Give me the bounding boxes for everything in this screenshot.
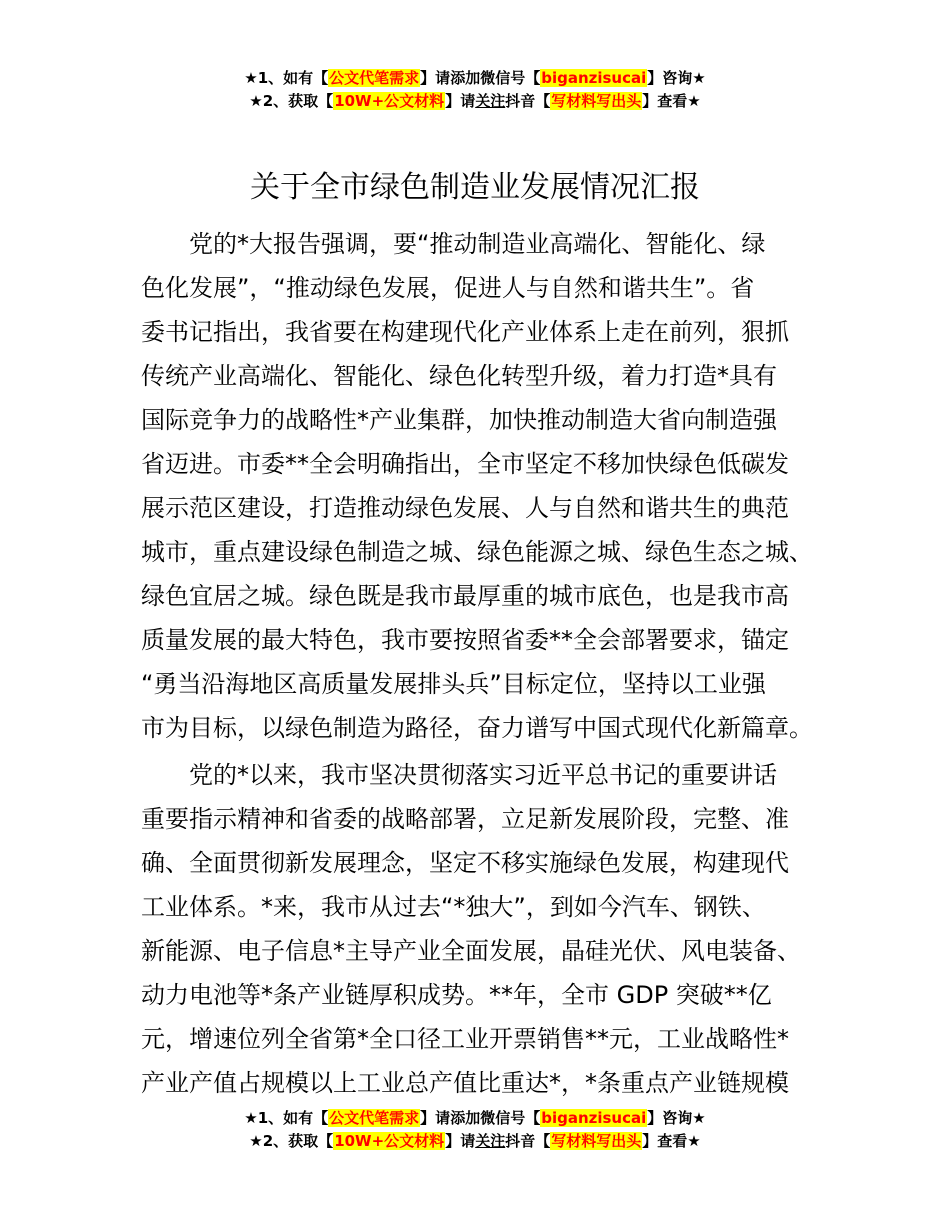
banner-line-2-prefix: ★2、获取【: [249, 1132, 334, 1150]
paragraph-line: 传统产业高端化、智能化、绿色化转型升级，着力打造*具有: [141, 362, 777, 390]
paragraph-line: 元，增速位列全省第*全口径工业开票销售**元，工业战略性*: [141, 1025, 789, 1053]
banner-line-1-bold-word: 添加: [450, 69, 481, 87]
paragraph-line: “勇当沿海地区高质量发展排头兵”目标定位，坚持以工业强: [141, 670, 766, 698]
banner-line-2-mid2: 抖音【: [505, 1132, 551, 1150]
banner-line-2-underlined-word: 关注: [475, 92, 506, 110]
paragraph-line: 产业产值占规模以上工业总产值比重达*，*条重点产业链规模: [141, 1069, 789, 1097]
banner-line-1-prefix: ★1、如有【: [244, 69, 329, 87]
paragraph-line: 城市，重点建设绿色制造之城、绿色能源之城、绿色生态之城、: [141, 538, 813, 566]
banner-highlight-ghostwriting: 公文代笔需求: [329, 69, 420, 87]
banner-line-2: [0, 1130, 950, 1153]
paragraph-line: 色化发展”，“推动绿色发展，促进人与自然和谐共生”。省: [141, 274, 755, 302]
banner-line-1-mid2: 微信号【: [480, 1109, 541, 1127]
banner-highlight-ghostwriting: 公文代笔需求: [329, 1109, 420, 1127]
document-title: 关于全市绿色制造业发展情况汇报: [250, 170, 700, 205]
banner-line-2-suffix: 】查看★: [642, 1132, 701, 1150]
banner-highlight-wechat-id: biganzisucai: [541, 69, 647, 87]
paragraph-line: 绿色宜居之城。绿色既是我市最厚重的城市底色，也是我市高: [141, 582, 789, 610]
paragraph-line: 质量发展的最大特色，我市要按照省委**全会部署要求，锚定: [141, 626, 789, 654]
banner-highlight-wechat-id: biganzisucai: [541, 1109, 647, 1127]
paragraph-line: 确、全面贯彻新发展理念，坚定不移实施绿色发展，构建现代: [141, 849, 789, 877]
banner-line-2: [0, 90, 950, 113]
paragraph-line: 国际竞争力的战略性*产业集群，加快推动制造大省向制造强: [141, 406, 777, 434]
banner-line-2-prefix: ★2、获取【: [249, 92, 334, 110]
banner-highlight-douyin-account: 写材料写出头: [551, 1132, 642, 1150]
banner-highlight-materials: 10W+公文材料: [334, 1132, 445, 1150]
paragraph-line: 委书记指出，我省要在构建现代化产业体系上走在前列，狠抓: [141, 318, 789, 346]
paragraph-line: 展示范区建设，打造推动绿色发展、人与自然和谐共生的典范: [141, 494, 789, 522]
banner-line-1-prefix: ★1、如有【: [244, 1109, 329, 1127]
paragraph-line: 工业体系。*来，我市从过去“*独大”，到如今汽车、钢铁、: [141, 893, 766, 921]
paragraph-line: 市为目标，以绿色制造为路径，奋力谱写中国式现代化新篇章。: [141, 714, 813, 742]
banner-line-1: [0, 1107, 950, 1130]
header-banner: [0, 67, 950, 113]
banner-line-2-mid1: 】请: [445, 1132, 476, 1150]
paragraph-line: 新能源、电子信息*主导产业全面发展，晶硅光伏、风电装备、: [141, 937, 801, 965]
paragraph-line: 党的*以来，我市坚决贯彻落实习近平总书记的重要讲话: [189, 761, 777, 789]
paragraph-2: [141, 753, 831, 1105]
banner-highlight-materials: 10W+公文材料: [334, 92, 445, 110]
banner-line-1-suffix: 】咨询★: [647, 1109, 706, 1127]
paragraph-line: 党的*大报告强调，要“推动制造业高端化、智能化、绿: [189, 230, 766, 258]
banner-line-1-bold-word: 添加: [450, 1109, 481, 1127]
banner-line-1-mid2: 微信号【: [480, 69, 541, 87]
paragraph-line: 省迈进。市委**全会明确指出，全市坚定不移加快绿色低碳发: [141, 450, 789, 478]
banner-line-2-mid2: 抖音【: [505, 92, 551, 110]
banner-line-2-mid1: 】请: [445, 92, 476, 110]
paragraph-line: 动力电池等*条产业链厚积成势。**年，全市 GDP 突破**亿: [141, 981, 772, 1009]
banner-line-1-mid1: 】请: [420, 1109, 451, 1127]
banner-line-1-suffix: 】咨询★: [647, 69, 706, 87]
paragraph-line: 重要指示精神和省委的战略部署，立足新发展阶段，完整、准: [141, 805, 789, 833]
paragraph-1: [141, 222, 831, 750]
footer-banner: [0, 1107, 950, 1153]
banner-highlight-douyin-account: 写材料写出头: [551, 92, 642, 110]
banner-line-2-underlined-word: 关注: [475, 1132, 506, 1150]
banner-line-2-suffix: 】查看★: [642, 92, 701, 110]
banner-line-1-mid1: 】请: [420, 69, 451, 87]
banner-line-1: [0, 67, 950, 90]
